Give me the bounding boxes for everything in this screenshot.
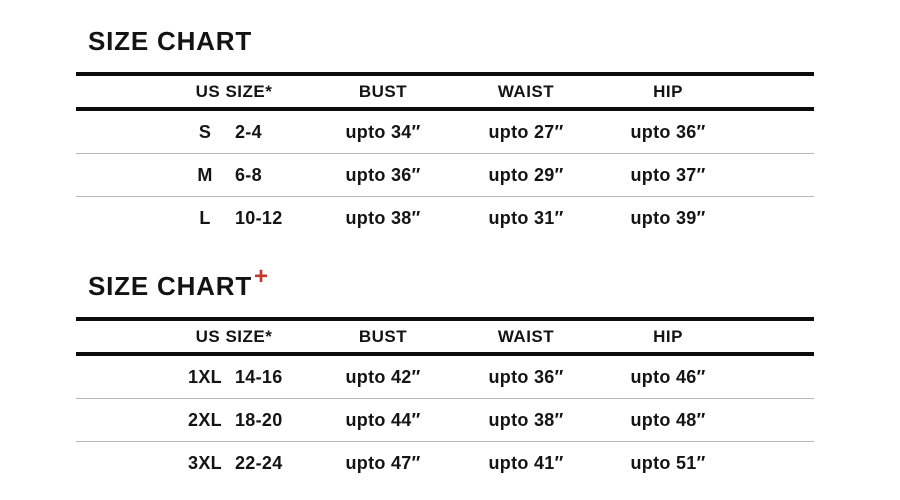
- header-bust: BUST: [358, 326, 408, 346]
- size-chart-standard-title-text: SIZE CHART: [88, 25, 252, 56]
- size-chart-standard: [76, 24, 814, 239]
- cell-us-size: [76, 453, 310, 474]
- size-code: L: [199, 207, 211, 228]
- table-row: [76, 111, 814, 154]
- cell-waist: upto 36″: [488, 366, 564, 387]
- size-code: M: [197, 164, 213, 185]
- size-code: S: [198, 121, 212, 142]
- table-row: [76, 197, 814, 239]
- table-row: [76, 154, 814, 197]
- cell-bust: upto 42″: [345, 366, 421, 387]
- header-hip: HIP: [653, 326, 683, 346]
- table-header-row: [76, 317, 814, 356]
- cell-hip: upto 46″: [630, 366, 706, 387]
- cell-hip: upto 51″: [630, 452, 706, 473]
- size-chart-plus-title-text: SIZE CHART: [88, 270, 252, 301]
- size-code: 3XL: [188, 452, 222, 473]
- size-code: 2XL: [188, 409, 222, 430]
- cell-bust: upto 34″: [345, 121, 421, 142]
- table-row: [76, 356, 814, 399]
- cell-hip: upto 39″: [630, 207, 706, 228]
- size-range: 2-4: [235, 121, 262, 142]
- cell-bust: upto 44″: [345, 409, 421, 430]
- size-code: 1XL: [188, 366, 222, 387]
- cell-waist: upto 38″: [488, 409, 564, 430]
- header-us-size: US SIZE*: [195, 326, 273, 346]
- size-range: 22-24: [235, 452, 283, 473]
- cell-us-size: [76, 165, 310, 186]
- size-table-standard: [76, 72, 814, 239]
- size-range: 18-20: [235, 409, 283, 430]
- table-header-row: [76, 72, 814, 111]
- cell-waist: upto 29″: [488, 164, 564, 185]
- header-waist: WAIST: [497, 81, 555, 101]
- cell-bust: upto 38″: [345, 207, 421, 228]
- cell-waist: upto 27″: [488, 121, 564, 142]
- size-range: 6-8: [235, 164, 262, 185]
- header-us-size: US SIZE*: [195, 81, 273, 101]
- cell-waist: upto 31″: [488, 207, 564, 228]
- size-chart-plus: [76, 263, 814, 484]
- cell-hip: upto 37″: [630, 164, 706, 185]
- cell-us-size: [76, 410, 310, 431]
- cell-hip: upto 48″: [630, 409, 706, 430]
- header-hip: HIP: [653, 81, 683, 101]
- size-range: 10-12: [235, 207, 283, 228]
- cell-hip: upto 36″: [630, 121, 706, 142]
- cell-bust: upto 47″: [345, 452, 421, 473]
- size-range: 14-16: [235, 366, 283, 387]
- cell-waist: upto 41″: [488, 452, 564, 473]
- cell-us-size: [76, 367, 310, 388]
- cell-us-size: [76, 208, 310, 229]
- cell-us-size: [76, 122, 310, 143]
- header-waist: WAIST: [497, 326, 555, 346]
- header-bust: BUST: [358, 81, 408, 101]
- size-table-plus: [76, 317, 814, 484]
- cell-bust: upto 36″: [345, 164, 421, 185]
- size-chart-plus-title: SIZE CHART +: [88, 263, 269, 301]
- table-row: [76, 399, 814, 442]
- table-row: [76, 442, 814, 484]
- size-chart-standard-title: [88, 24, 814, 58]
